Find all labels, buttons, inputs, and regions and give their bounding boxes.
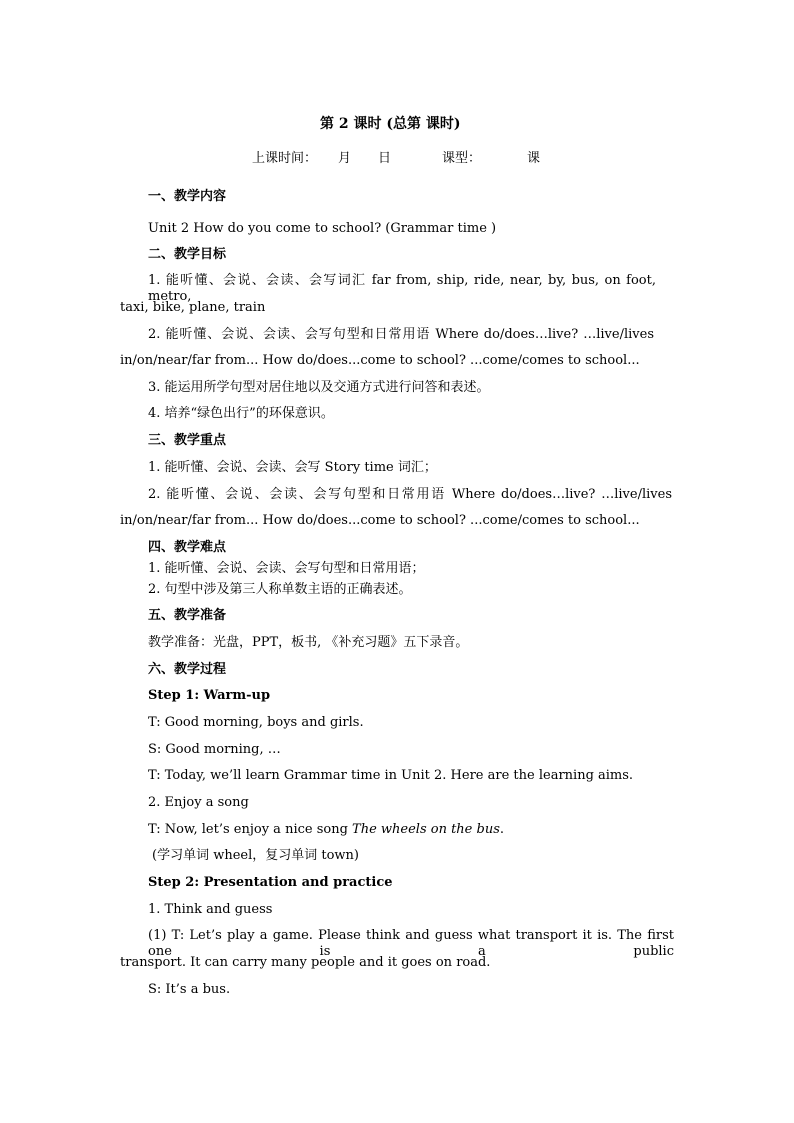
text-line: S: It’s a bus. [148,982,231,997]
class-time-label: 上课时间： [252,151,318,166]
text-line: 1. 能听懂、会说、会读、会写句型和日常用语； [148,561,425,576]
month-label: 月 [338,151,352,166]
lesson-type-label: 课型： [442,151,482,166]
section-heading: 五、教学准备 [148,608,227,623]
text-line: Unit 2 How do you come to school? (Grammar time ) [148,221,497,236]
step-heading: Step 1: Warm-up [148,688,271,703]
text-line: 1. Think and guess [148,902,273,917]
text-line: taxi, bike, plane, train [120,300,266,315]
text-run: T: Now, let’s enjoy a nice song [148,822,353,837]
text-line: in/on/near/far from... How do/does...come to school? ...come/comes to school... [120,513,640,528]
text-line: 2. 能听懂、会说、会读、会写句型和日常用语 Where do/does…live? …live/lives [148,487,672,502]
text-line: (1) T: Let’s play a game. Please think and guess what transport it is. The first one is a public [148,928,674,959]
text-line: transport. It can carry many people and it goes on road. [120,955,491,970]
text-line: 1. 能听懂、会说、会读、会写 Story time 词汇； [148,460,437,475]
page-title: 第 2 课时 (总第 课时) [320,116,461,132]
text-line: (学习单词 wheel，复习单词 town) [152,848,360,863]
text-line: 2. 句型中涉及第三人称单数主语的正确表述。 [148,582,412,597]
section-heading: 一、教学内容 [148,189,227,204]
text-line: 教学准备：光盘，PPT，板书, 《补充习题》五下录音。 [148,635,469,650]
text-line: T: Good morning, boys and girls. [148,715,364,730]
text-line [148,822,504,838]
text-line: 1. 能听懂、会说、会读、会写词汇 far from, ship, ride, near, by, bus, on foot, metro, [148,273,656,304]
section-heading: 六、教学过程 [148,662,227,677]
text-line: 4. 培养“绿色出行”的环保意识。 [148,406,334,421]
section-heading: 四、教学难点 [148,540,227,555]
lesson-type-value: 课 [527,151,541,166]
day-label: 日 [378,151,392,166]
text-line: 3. 能运用所学句型对居住地以及交通方式进行问答和表述。 [148,380,490,395]
song-title: The wheels on the bus [352,822,500,837]
text-line: S: Good morning, … [148,742,281,757]
text-line: T: Today, we’ll learn Grammar time in Unit 2. Here are the learning aims. [148,768,634,783]
text-line: 2. 能听懂、会说、会读、会写句型和日常用语 Where do/does…live? …live/lives [148,327,654,342]
text-line: 2. Enjoy a song [148,795,249,810]
section-heading: 三、教学重点 [148,433,227,448]
section-heading: 二、教学目标 [148,247,227,262]
step-heading: Step 2: Presentation and practice [148,875,393,890]
text-run: . [499,822,505,837]
text-line: in/on/near/far from... How do/does...come to school? ...come/comes to school... [120,353,640,368]
